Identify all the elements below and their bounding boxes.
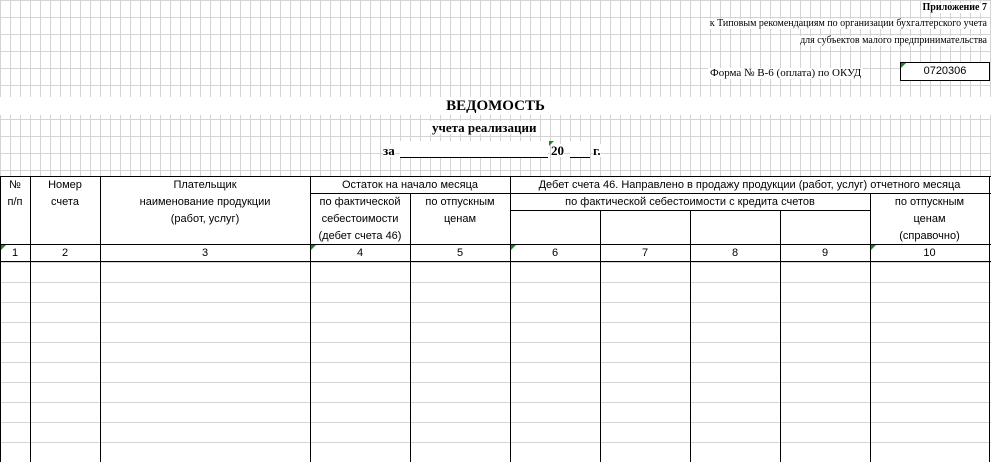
- recommendation-line-2: для субъектов малого предпринимательства: [800, 35, 987, 46]
- col-payer-header: Плательщик: [173, 179, 237, 191]
- col-number-header: №: [9, 179, 21, 191]
- col-account-header: счета: [51, 196, 79, 208]
- group-divider: [310, 193, 991, 194]
- cell-marker: [871, 245, 876, 250]
- period-input[interactable]: [400, 141, 548, 158]
- column-number: 3: [201, 247, 209, 259]
- column-number: 8: [731, 247, 739, 259]
- column-number: 6: [551, 247, 559, 259]
- header-top-border: [0, 176, 991, 177]
- col-sale-price-header: ценам: [443, 213, 477, 225]
- group-debit-46: Дебет счета 46. Направлено в продажу продукции (работ, услуг) отчетного месяца: [538, 179, 961, 191]
- col-reference-price-header: по отпускным: [894, 196, 965, 208]
- okud-code-box[interactable]: [900, 62, 990, 81]
- col-actual-cost-header: (дебет счета 46): [318, 230, 402, 242]
- column-number-top: [0, 244, 991, 245]
- col-payer-header: (работ, услуг): [170, 213, 240, 225]
- col-reference-price-header: ценам: [913, 213, 946, 225]
- cell-marker: [1, 245, 6, 250]
- year-suffix: г.: [593, 143, 601, 158]
- appendix-label: Приложение 7: [922, 2, 987, 13]
- border-left: [0, 176, 1, 462]
- form-okud-label: Форма № В-6 (оплата) по ОКУД: [710, 67, 862, 79]
- column-number: 1: [11, 247, 19, 259]
- col-sale-price-header: по отпускным: [425, 196, 495, 208]
- document-title: ВЕДОМОСТЬ: [446, 98, 545, 114]
- cell-marker: [511, 245, 516, 250]
- column-number: 4: [356, 247, 364, 259]
- column-number: 5: [456, 247, 464, 259]
- col-reference-price-header: (справочно): [899, 230, 960, 242]
- document-subtitle: учета реализации: [432, 120, 537, 135]
- year-input[interactable]: [570, 141, 590, 158]
- recommendation-line-1: к Типовым рекомендациям по организации бухгалтерского учета: [709, 18, 987, 29]
- column-number: 10: [923, 247, 936, 259]
- column-divider: [410, 193, 411, 462]
- column-divider: [510, 176, 511, 462]
- col-account-header: Номер: [48, 179, 82, 191]
- cell-marker: [901, 63, 906, 68]
- col-number-header: п/п: [7, 196, 23, 208]
- column-number: 2: [61, 247, 69, 259]
- ruled-area: [0, 262, 991, 462]
- column-number: 9: [821, 247, 829, 259]
- column-divider: [30, 176, 31, 462]
- column-number-bottom: [0, 261, 991, 262]
- col-payer-header: наименование продукции: [139, 196, 271, 208]
- period-prefix: за: [383, 143, 395, 158]
- col-actual-cost-header: себестоимости: [321, 213, 399, 225]
- year-prefix: 20: [551, 143, 564, 158]
- border-right: [989, 176, 990, 462]
- cell-marker: [311, 245, 316, 250]
- column-number: 7: [641, 247, 649, 259]
- subgroup-actual-cost: по фактической себестоимости с кредита счетов: [565, 196, 815, 208]
- group-opening-balance: Остаток на начало месяца: [341, 179, 479, 191]
- okud-code: 0720306: [923, 65, 967, 77]
- col-actual-cost-header: по фактической: [319, 196, 401, 208]
